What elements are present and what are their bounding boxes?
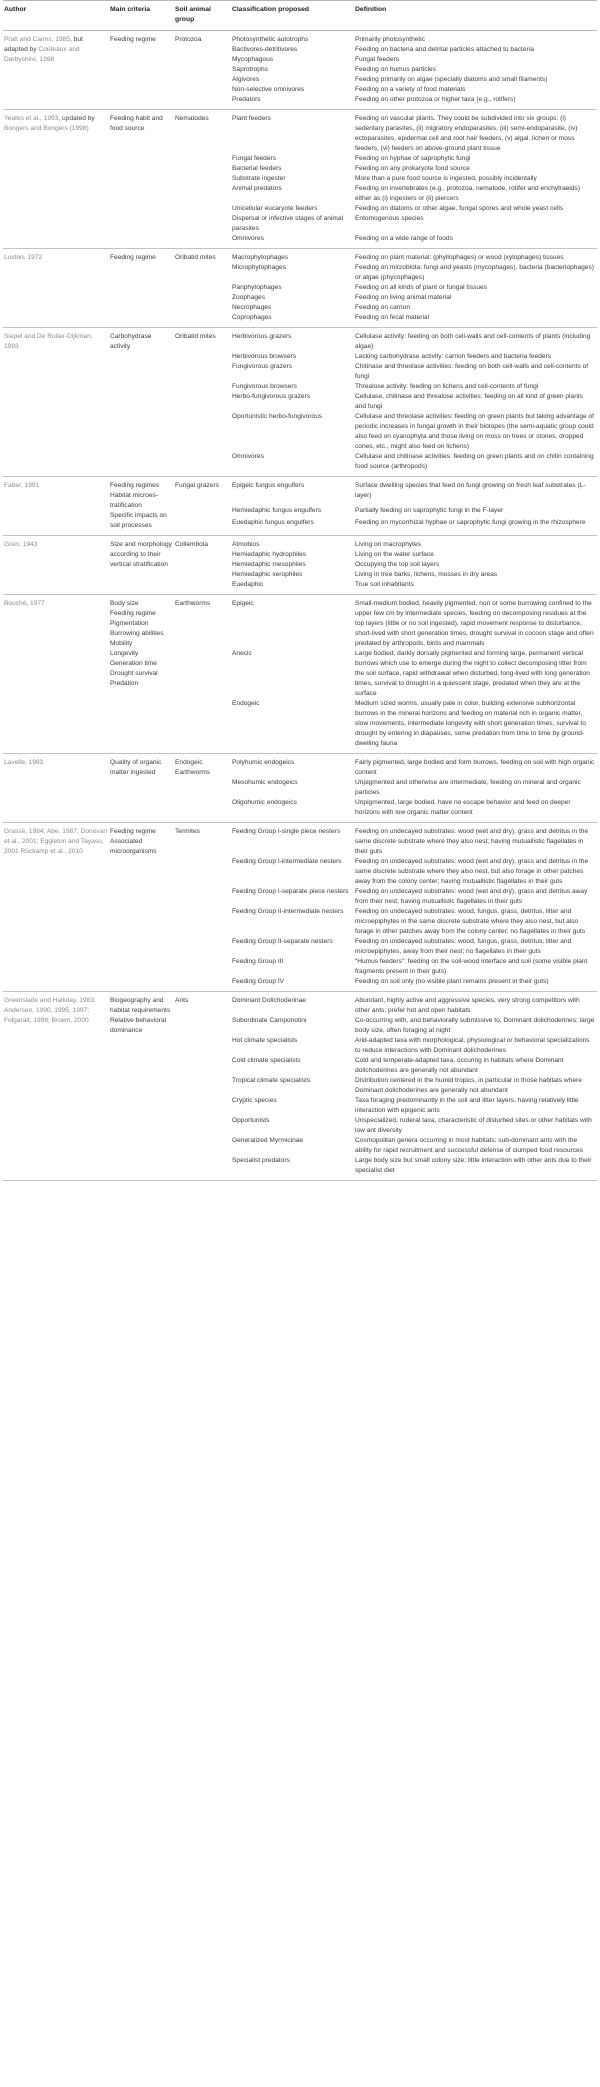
definition-cell: True soil inhabitants: [354, 580, 597, 595]
citation-link[interactable]: Grassé, 1984; Abe, 1987; Donovan et al., 2001; Eggleton and Tayasu, 2001 Rückamp et al., 2010: [4, 828, 108, 855]
table-row: [3, 31, 597, 46]
criterion: Size and morphology according to their vertical stratification: [110, 541, 172, 568]
criterion: Feeding regime: [110, 36, 156, 43]
soil-animal-group-cell: [174, 110, 231, 249]
definition-cell: Living on the water surface: [355, 551, 434, 558]
classification-cell: Omnivores: [231, 234, 354, 249]
criterion: Biogeography and habitat requirements: [110, 997, 171, 1014]
criterion: Carbohydrase activity: [110, 333, 152, 350]
criterion: Generation time: [110, 660, 157, 667]
author-cell: [3, 110, 109, 249]
animal-group: Nematodes: [175, 115, 209, 122]
definition-cell: Feeding on mycorrhizal hyphae or saprophytic fungi growing in the rhizosphere: [354, 518, 597, 535]
classification-cell: Zoophages: [232, 294, 265, 301]
definition-cell: Unpigmented and otherwise are intermediate, feeding on mineral and organic particles: [355, 779, 581, 796]
classification-cell: Dominant Dolichoderinae: [232, 997, 307, 1004]
classification-cell: Feeding Group IV: [231, 977, 354, 992]
definition-cell: Feeding on humus particles: [355, 66, 437, 73]
main-criteria-cell: [109, 328, 174, 477]
classification-cell: Hemiedaphic fungus engulfers: [232, 507, 322, 514]
criterion: Feeding regimes: [110, 482, 160, 489]
classification-cell: Non-selective omnivores: [232, 86, 305, 93]
criterion: Longevity: [110, 650, 139, 657]
definition-cell: Feeding on bacteria and detrital particles attached to bacteria: [355, 46, 534, 53]
definition-cell: Distribution centered in the humid tropics, in particular in those habitats where Dominant dolichoderines are generally not abundant: [355, 1077, 582, 1094]
classification-cell: Hemiedaphic xerophiles: [232, 571, 303, 578]
definition-cell: Small-medium bodied, heavily pigmented, non or some burrowing confined to the upper few cm by intermediate species, feeding on decomposing residues at the top layers (little or no soil ingested), rapid movement response to disturbance, short-lived with short generation times, drought survival in cocoon stage and often predated by arthropods, birds and mammals: [355, 600, 594, 647]
citation-link[interactable]: Bongers and Bongers (1998): [4, 125, 89, 132]
main-criteria-cell: [109, 823, 174, 992]
definition-cell: Feeding on a wide range of foods: [354, 234, 597, 249]
animal-group: Termites: [175, 828, 200, 835]
main-criteria-cell: [109, 249, 174, 328]
classification-cell: Tropical climate specialists: [232, 1077, 311, 1084]
classification-cell: Feeding Group I-separate piece nesters: [232, 888, 349, 895]
definition-cell: Feeding on microbiota: fungi and yeasts (mycophages), bacteria (bacteriophages) or algae (phycophages): [355, 264, 594, 281]
definition-cell: Cosmopolitan genera occurring in most habitats; sub-dominant ants with the ability for rapid recruitment and successful defense of clumped food resources: [355, 1137, 583, 1154]
citation-link[interactable]: Greenslade and Halliday, 1983; Andersen, 1990, 1995, 1997; Folgarait, 1998; Brown, 2000: [4, 997, 96, 1024]
soil-animal-group-cell: [174, 992, 231, 1181]
classification-cell: Unicellular eucaryote feeders: [232, 205, 318, 212]
animal-group: Collembola: [175, 541, 208, 548]
main-criteria-cell: [109, 992, 174, 1181]
definition-cell: Medium sized worms, usually pale in color, building extensive subhorizontal burrows in the mineral horizons and feeding on material rich in organic matter, slow movements, intermediate longevity with short generation times, survival to drought by entering in diapauses, some predation from time to time by ground-dwelling fauna: [354, 699, 597, 754]
definition-cell: Large bodied, darkly dorsally pigmented and forming large, permanent vertical burrows which use to emerge during the night to collect decomposing litter from the soil surface, rapid withdrawal when disturbed, long-lived with long generation times, survival to drought in a quiescent stage, predated when they are at the surface: [355, 650, 590, 697]
classification-cell: Omnivores: [231, 452, 354, 477]
table-row: [3, 328, 597, 353]
table-row: [3, 110, 597, 155]
author-cell: [3, 477, 109, 536]
classification-cell: Epigeic: [232, 600, 254, 607]
header-classification: Classification proposed: [231, 1, 354, 31]
classification-cell: Euedaphic: [231, 580, 354, 595]
classification-cell: Fungal feeders: [232, 155, 276, 162]
definition-cell: Feeding on fecal material: [354, 313, 597, 328]
classification-cell: Oligohumic endogeics: [231, 798, 354, 823]
header-author: Author: [3, 1, 109, 31]
author-cell: [3, 249, 109, 328]
classification-cell: Oportunistic herbo-fungivorous: [232, 413, 323, 420]
criterion: Burrowing abilities: [110, 630, 164, 637]
classification-cell: Opportunists: [232, 1117, 270, 1124]
classification-cell: Euedaphic fungus engulfers: [231, 518, 354, 535]
author-cell: [3, 595, 109, 754]
author-cell: [3, 754, 109, 823]
classification-cell: Mycophagous: [232, 56, 274, 63]
classification-cell: Subordinate Camponotini: [232, 1017, 307, 1024]
criterion: Quality of organic matter ingested: [110, 759, 162, 776]
definition-cell: Partially feeding on saprophytic fungi in the F-layer: [355, 507, 504, 514]
citation-link[interactable]: Bouché, 1977: [4, 600, 45, 607]
definition-cell: Feeding primarily on algae (specially diatoms and small filaments): [355, 76, 548, 83]
definition-cell: Feeding on undecayed substrates: wood, fungus, grass, detritus, litter and microepiphytes in the same discrete substrate where they also nest, but also forage in other patches away from the colony center; no flagellates in their guts: [355, 908, 586, 935]
citation-text: , but adapted by: [4, 36, 83, 53]
citation-link[interactable]: Yeates et al., 1993: [4, 115, 59, 122]
table-row: [3, 249, 597, 264]
classification-cell: Atmobios: [232, 541, 260, 548]
citation-link[interactable]: Faber, 1991: [4, 482, 40, 489]
criterion: Habitat microes-tratification: [110, 492, 159, 509]
classification-cell: Panphytophages: [232, 284, 282, 291]
criterion: Feeding regime: [110, 828, 156, 835]
soil-animal-group-cell: [174, 31, 231, 110]
classification-cell: Substrate ingester: [232, 175, 286, 182]
definition-cell: Large body size but small colony size; little interaction with other ants due to their specialist diet: [354, 1156, 597, 1181]
citation-link[interactable]: Pratt and Cairns, 1985: [4, 36, 70, 43]
definition-cell: Feeding on other protozoa or higher taxa (e.g., rotifers): [354, 95, 597, 110]
classification-cell: Feeding Group II-intermediate nesters: [232, 908, 344, 915]
citation-link[interactable]: Luxton, 1972: [4, 254, 43, 261]
classification-cell: Feeding Group I-single piece nesters: [232, 828, 341, 835]
table-row: [3, 477, 597, 507]
criterion: Feeding regime: [110, 254, 156, 261]
header-soil-animal-group: Soil animal group: [174, 1, 231, 31]
citation-text: , updated by: [58, 115, 95, 122]
definition-cell: Cellulase and chitinase activities: feeding on green plants and on chitin containing food source (arthropods): [354, 452, 597, 477]
author-cell: [3, 31, 109, 110]
classification-cell: Feeding Group III: [232, 958, 284, 965]
criterion: Associated microorganisms: [110, 838, 157, 855]
table-row: [3, 754, 597, 779]
classification-cell: Herbivorous browsers: [232, 353, 297, 360]
definition-cell: Living on macrophytes: [355, 541, 421, 548]
main-criteria-cell: [109, 31, 174, 110]
soil-animal-group-cell: [174, 249, 231, 328]
definition-cell: Occupying the top soil layers: [355, 561, 440, 568]
table-header-row: [3, 1, 597, 31]
classification-cell: Fungivorous grazers: [232, 363, 293, 370]
definition-cell: Cellulase and threolase activities: feeding on green plants but taking advantage of periodic increases in fungal growth in their biotopes (the semi-aquatic group could also feed on cyanophyta and those living on moss on trees or stones, dropped cones, etc., might also feed on lichens): [355, 413, 595, 450]
definition-cell: Feeding on soil only (no visible plant remains present in their guts): [354, 977, 597, 992]
classification-cell: Herbivorous grazers: [232, 333, 292, 340]
definition-cell: Feeding on carrion: [355, 304, 410, 311]
table-row: [3, 992, 597, 1017]
classification-cell: Feeding Group I-intermediate nesters: [232, 858, 342, 865]
main-criteria-cell: [109, 754, 174, 823]
definition-cell: Abundant, highly active and aggressive species, very strong competitors with other ants; prefer hot and open habitats: [355, 997, 580, 1014]
classification-cell: Bactivores-detritivores: [232, 46, 298, 53]
definition-cell: Unpigmented, large bodied, have no escape behavior and feed on deeper horizons with low organic matter content: [354, 798, 597, 823]
definition-cell: Threalose activity: feeding on lichens and cell-contents of fungi: [355, 383, 539, 390]
definition-cell: Primarily photosynthetic: [355, 36, 425, 43]
criterion: Drought survival: [110, 670, 158, 677]
soil-animal-group-cell: [174, 754, 231, 823]
definition-cell: Lacking carbohydrase activity: carrion feeders and bacteria feeders: [355, 353, 552, 360]
definition-cell: Fairly pigmented, large bodied and form burrows, feeding on soil with high organic content: [355, 759, 595, 776]
table-body: [3, 31, 597, 1181]
definition-cell: Feeding on a variety of food materials: [355, 86, 466, 93]
classification-cell: Epigeic fungus engulfers: [232, 482, 305, 489]
author-cell: [3, 823, 109, 992]
animal-group: Endogeic Earthworms: [175, 759, 211, 776]
definition-cell: “Humus feeders”: feeding on the soil-wood interface and soil (some visible plant fragments present in their guts): [355, 958, 588, 975]
definition-cell: Feeding on hyphae of saprophytic fungi: [355, 155, 471, 162]
citation-link[interactable]: Siepel and De Ruiter-Dijkman, 1993: [4, 333, 93, 350]
soil-animal-group-cell: [174, 477, 231, 536]
citation-link[interactable]: Lavelle, 1983: [4, 759, 44, 766]
classification-cell: Cold climate specialists: [232, 1057, 301, 1064]
classification-cell: Generalized Myrmicinae: [232, 1137, 304, 1144]
classification-cell: Anecic: [232, 650, 252, 657]
criterion: Body size: [110, 600, 139, 607]
animal-group: Ants: [175, 997, 189, 1004]
definition-cell: Unspecialized, ruderal taxa, characteristic of disturbed sites or other habitats with low ant diversity: [355, 1117, 592, 1134]
table-row: [3, 823, 597, 858]
classification-cell: Saprotrophs: [232, 66, 268, 73]
definition-cell: Feeding on all kinds of plant or fungal tissues: [355, 284, 487, 291]
criterion: Predation: [110, 680, 139, 687]
definition-cell: Feeding on undecayed substrates: wood (wet and dry), grass and detritus in the same discrete substrate where they also nest, but also forage in other patches away from the colony center; having mutuallistic flagellates in their guts: [355, 858, 589, 885]
definition-cell: Feeding on undecayed substrates: wood (wet and dry), grass and detritus in the same discrete substrate where they also nest; having mutuallistic flagellates in their guts: [355, 828, 589, 855]
header-main-criteria: Main criteria: [109, 1, 174, 31]
classification-cell: Necrophages: [232, 304, 272, 311]
classification-cell: Coprophages: [231, 313, 354, 328]
criterion: Feeding regime: [110, 610, 156, 617]
definition-cell: Entomogenous species: [355, 215, 424, 222]
definition-cell: Taxa foraging predominantly in the soil and litter layers, having relatively little interaction with epigenic ants: [355, 1097, 579, 1114]
classification-cell: Herbo-fungivorous grazers: [232, 393, 311, 400]
author-cell: [3, 992, 109, 1181]
main-criteria-cell: [109, 536, 174, 595]
main-criteria-cell: [109, 110, 174, 249]
animal-group: Oribatid mites: [175, 254, 216, 261]
classification-table: [3, 0, 597, 1181]
animal-group: Fungal grazers: [175, 482, 219, 489]
animal-group: Oribatid mites: [175, 333, 216, 340]
definition-cell: Feeding on plant material: (phyllophages) or wood (xylophages) tissues: [355, 254, 564, 261]
classification-cell: Predators: [231, 95, 354, 110]
definition-cell: Feeding on undecayed substrates: wood (wet and dry), grass and detritus away from their nest; having mutuallistic flagellates in their guts: [355, 888, 588, 905]
author-cell: [3, 328, 109, 477]
definition-cell: Arid-adapted taxa with morphological, physiological or behavioral specializations to reduce interactions with Dominant dolichoderines: [355, 1037, 590, 1054]
definition-cell: Feeding on living animal material: [355, 294, 452, 301]
classification-cell: Animal predators: [232, 185, 282, 192]
definition-cell: Chitinase and threolase activities: feeding on both cell-walls and cell-contents of fungi: [355, 363, 589, 380]
table-row: [3, 595, 597, 650]
criterion: Mobility: [110, 640, 133, 647]
soil-animal-group-cell: [174, 823, 231, 992]
definition-cell: Co-occurring with, and behaviorally submissive to, Dominant dolichoderines; large body size, often foraging at night: [355, 1017, 595, 1034]
classification-cell: Bacterial feeders: [232, 165, 282, 172]
definition-cell: Cellulase activity: feeding on both cell-walls and cell-contents of plants (including algae): [355, 333, 591, 350]
classification-cell: Dispersal or infective stages of animal parasites: [232, 215, 344, 232]
animal-group: Earthworms: [175, 600, 211, 607]
definition-cell: Feeding on vascular plants. They could be subdivided into six groups: (i) sedentary parasites, (ii) migratory endoparasites, (iii) semi-endoparasite, (iv) ectoparasites, epidermal cell and root hair feeders, (v) algal, lichen or moss feeders, (vi) feeders on above-ground plant tissue: [355, 115, 578, 152]
criterion: Pigmentation: [110, 620, 149, 627]
criterion: Feeding habit and food source: [110, 115, 163, 132]
author-cell: [3, 536, 109, 595]
main-criteria-cell: [109, 595, 174, 754]
criterion: Relative behavioral dominance: [110, 1017, 167, 1034]
definition-cell: Fungal feeders: [355, 56, 399, 63]
definition-cell: Feeding on undecayed substrates: wood, fungus, grass, detritus, litter and microepiphytes, away from their nest; no flagellates in their guts: [355, 938, 572, 955]
classification-cell: Photosynthetic autotrophs: [232, 36, 309, 43]
classification-cell: Mesohumic endogeics: [232, 779, 298, 786]
citation-link[interactable]: Coûteaux and Darbyshire, 1998: [4, 46, 80, 63]
classification-cell: Endogeic: [231, 699, 354, 754]
definition-cell: Feeding on any prokaryote food source: [355, 165, 470, 172]
citation-link[interactable]: Gisin, 1943: [4, 541, 38, 548]
criterion: Specific impacts on soil processes: [110, 512, 167, 529]
classification-cell: Hemiedaphic hydrophiles: [232, 551, 307, 558]
header-definition: Definition: [354, 1, 597, 31]
definition-cell: Living in tree barks, lichens, mosses in dry areas: [355, 571, 498, 578]
soil-animal-group-cell: [174, 595, 231, 754]
soil-animal-group-cell: [174, 536, 231, 595]
definition-cell: More than a pure food source is ingested, possibly incidentally: [355, 175, 537, 182]
definition-cell: Surface dwelling species that feed on fungi growing on fresh leaf substrates (L-layer): [355, 482, 586, 499]
classification-cell: Fungivorous browsers: [232, 383, 297, 390]
classification-cell: Hot climate specialists: [232, 1037, 298, 1044]
definition-cell: Feeding on invertebrates (e.g., protozoa, nematode, rotifer and enchytraeids) either as (i) ingesters or (ii) piercers: [355, 185, 581, 202]
classification-cell: Cryptic species: [232, 1097, 277, 1104]
classification-cell: Specialist predators: [231, 1156, 354, 1181]
classification-cell: Plant feeders: [232, 115, 271, 122]
definition-cell: Cellulase, chitinase and threalose activities: feeding on all kind of green plants and fungi: [355, 393, 583, 410]
soil-animal-group-cell: [174, 328, 231, 477]
classification-cell: Macrophytophages: [232, 254, 289, 261]
classification-cell: Algivores: [232, 76, 260, 83]
classification-cell: Feeding Group II-separate nesters: [232, 938, 333, 945]
animal-group: Protozoa: [175, 36, 202, 43]
table-row: [3, 536, 597, 551]
main-criteria-cell: [109, 477, 174, 536]
classification-cell: Microphytophages: [232, 264, 286, 271]
definition-cell: Feeding on diatoms or other algae, fungal spores and whole yeast cells: [355, 205, 564, 212]
classification-cell: Hemiedaphic mesophiles: [232, 561, 306, 568]
definition-cell: Cold and temperate-adapted taxa, occuring in habitats where Dominant dolichoderines are generally not abundant: [355, 1057, 564, 1074]
classification-cell: Polyhumic endogeics: [232, 759, 295, 766]
